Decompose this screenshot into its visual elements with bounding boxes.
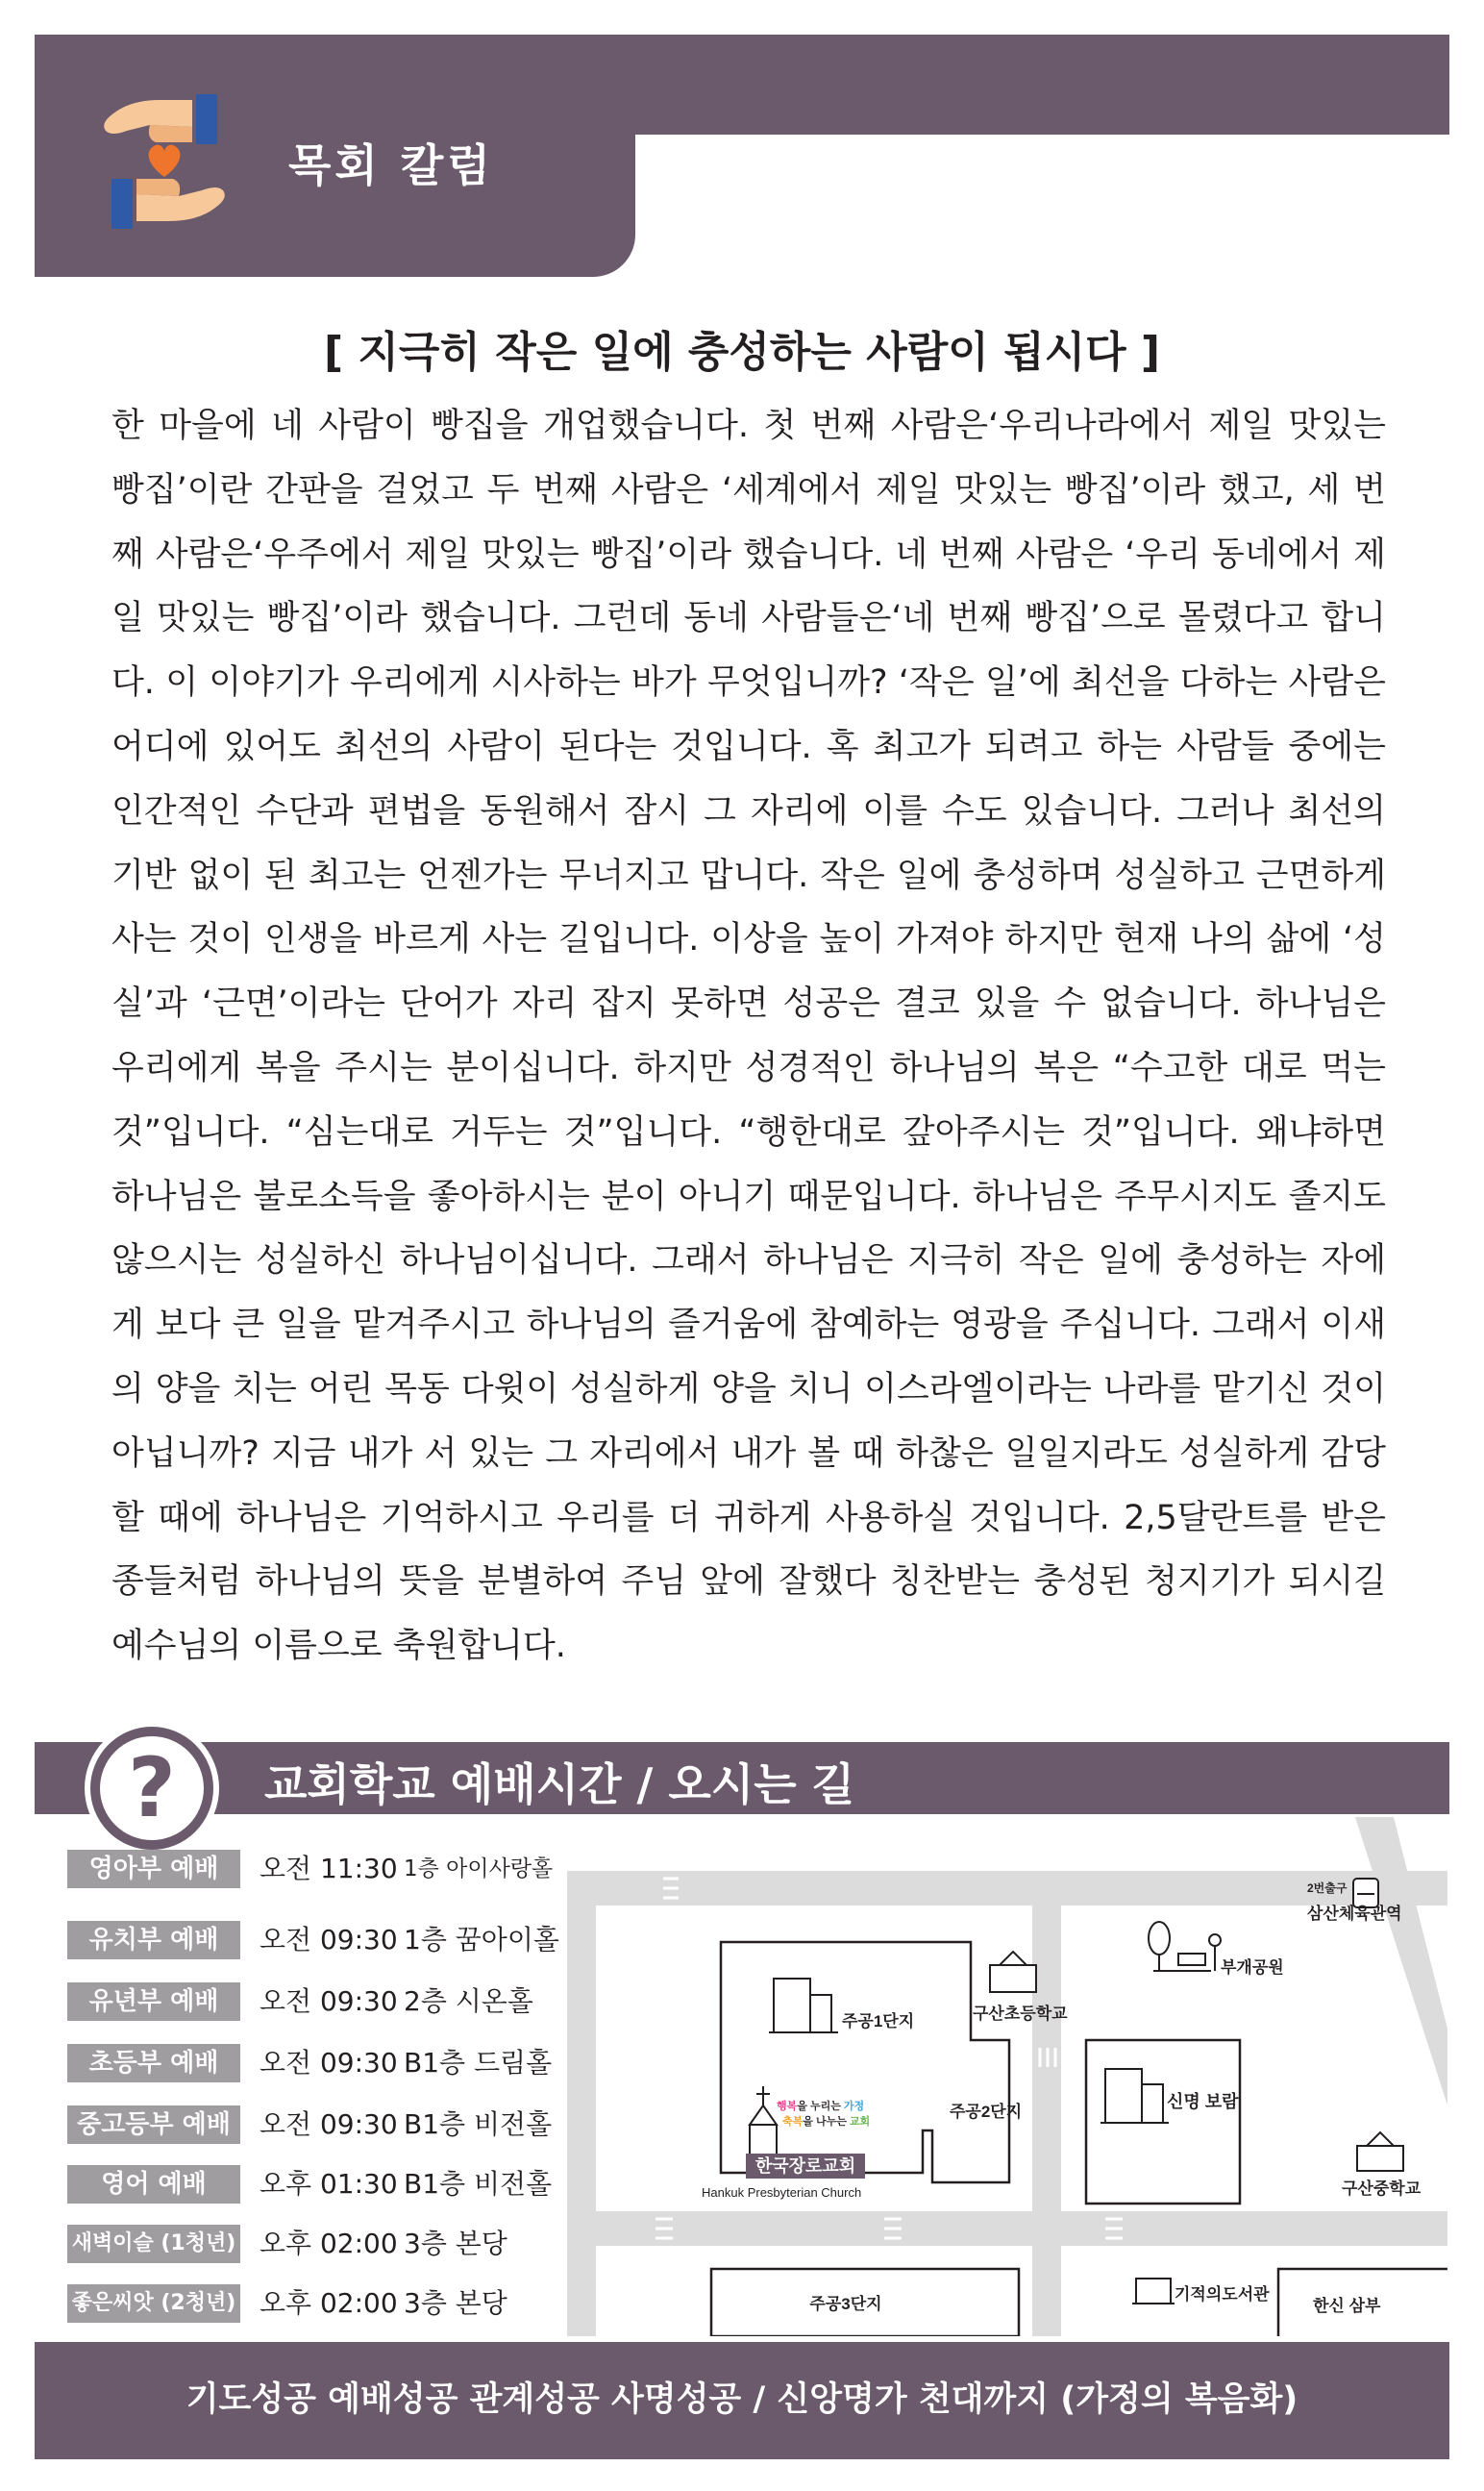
schedule-label: 영어 예배 bbox=[67, 2165, 240, 2204]
caring-hands-icon bbox=[92, 88, 236, 233]
library-building-icon bbox=[1132, 2279, 1175, 2304]
schedule-time: 오후 01:30 bbox=[260, 2168, 398, 2200]
question-icon bbox=[85, 1721, 219, 1856]
question-mark: ? bbox=[100, 1736, 204, 1840]
schedule-time: 오전 09:30 bbox=[260, 1985, 398, 2017]
label-school1: 구산초등학교 bbox=[973, 2005, 1068, 2023]
schedule-room: 3층 본당 bbox=[404, 2228, 507, 2259]
schedule-label: 초등부 예배 bbox=[67, 2044, 240, 2082]
label-apt2: 주공2단지 bbox=[950, 2103, 1023, 2121]
road-horizontal-bottom bbox=[567, 2211, 1447, 2246]
directions-map bbox=[567, 1817, 1447, 2336]
footer-slogan: 기도성공 예배성공 관계성공 사명성공 / 신앙명가 천대까지 (가정의 복음화) bbox=[186, 2380, 1298, 2419]
page-title: 목회 칼럼 bbox=[288, 139, 494, 191]
schedule-time: 오후 02:00 bbox=[260, 2228, 398, 2259]
schedule-room: B1층 비전홀 bbox=[404, 2108, 553, 2140]
label-park: 부개공원 bbox=[1221, 1958, 1284, 1977]
church-tagline: 행복을 누리는 가정 bbox=[777, 2101, 865, 2112]
schedule-room: B1층 드림홀 bbox=[404, 2047, 553, 2079]
schedule-label: 새벽이슬 (1청년) bbox=[67, 2225, 240, 2263]
schedule-label: 유년부 예배 bbox=[67, 1982, 240, 2021]
schedule-room: 1층 꿈아이홀 bbox=[404, 1924, 559, 1955]
label-apt3: 주공3단지 bbox=[809, 2295, 882, 2313]
schedule-room: 2층 시온홀 bbox=[404, 1985, 533, 2017]
label-library: 기적의도서관 bbox=[1175, 2285, 1270, 2304]
label-exit: 2번출구 bbox=[1307, 1881, 1348, 1895]
schedule-time: 오후 02:00 bbox=[260, 2287, 398, 2319]
column-body: 한 마을에 네 사람이 빵집을 개업했습니다. 첫 번째 사람은‘우리나라에서 제일 맛있는 빵집’이란 간판을 걸었고 두 번째 사람은 ‘세계에서 제일 맛있는 빵집’이라 했고, 세 번째 사람은‘우주에서 제일 맛있는 빵집’이라 했습니다. 네 번째 사람은 ‘우리 동네에서 제일 맛있는 빵집’이라 했습니다. 그런데 동네 사람들은‘네 번째 빵집’으로 몰렸다고 합니다. 이 이야기가 우리에게 시사하는 바가 무엇입니까? ‘작은 일’에 최선을 다하는 사람은 어디에 있어도 최선의 사람이 된다는 것입니다. 혹 최고가 되려고 하는 사람들 중에는 인간적인 수단과 편법을 동원해서 잠시 그 자리에 이를 수도 있습니다. 그러나 최선의 기반 없이 된 최고는 언젠가는 무너지고 맙니다. 작은 일에 충성하며 성실하고 근면하게 사는 것이 인생을 바르게 사는 길입니다. 이상을 높이 가져야 하지만 현재 나의 삶에 ‘성실’과 ‘근면’이라는 단어가 자리 잡지 못하면 성공은 결코 있을 수 없습니다. 하나님은 우리에게 복을 주시는 분이십니다. 하지만 성경적인 하나님의 복은 “수고한 대로 먹는 것”입니다. “심는대로 거두는 것”입니다. “행한대로 갚아주시는 것”입니다. 왜냐하면 하나님은 불로소득을 좋아하시는 분이 아니기 때문입니다. 하나님은 주무시지도 졸지도 않으시는 성실하신 하나님이십니다. 그래서 하나님은 지극히 작은 일에 충성하는 자에게 보다 큰 일을 맡겨주시고 하나님의 즐거움에 참예하는 영광을 주십니다. 그래서 이새의 양을 치는 어린 목동 다윗이 성실하게 양을 치니 이스라엘이라는 나라를 맡기신 것이 아닙니까? 지금 내가 서 있는 그 자리에서 내가 볼 때 하찮은 일일지라도 성실하게 감당할 때에 하나님은 기억하시고 우리를 더 귀하게 사용하실 것입니다. 2,5달란트를 받은 종들처럼 하나님의 뜻을 분별하여 주님 앞에 잘했다 칭찬받는 충성된 청지기가 되시길 예수님의 이름으로 축원합니다. bbox=[111, 407, 1386, 1666]
church-english-name: Hankuk Presbyterian Church bbox=[702, 2185, 862, 2200]
schedule-label: 유치부 예배 bbox=[67, 1921, 240, 1959]
label-sports: 삼산체육관역 bbox=[1307, 1905, 1402, 1923]
label-apt1: 주공1단지 bbox=[842, 2012, 915, 2030]
label-middle: 구산중학교 bbox=[1342, 2180, 1422, 2198]
schedule-room: B1층 비전홀 bbox=[404, 2168, 553, 2200]
schedule-label: 영아부 예배 bbox=[67, 1850, 240, 1888]
schedule-time: 오전 09:30 bbox=[260, 1924, 398, 1955]
schedule-room: 1층 아이사랑홀 bbox=[404, 1856, 554, 1881]
label-sinmyeong: 신명 보람 bbox=[1167, 2092, 1239, 2111]
schedule-label: 좋은씨앗 (2청년) bbox=[67, 2284, 240, 2323]
column-title: [ 지극히 작은 일에 충성하는 사람이 됩시다 ] bbox=[323, 328, 1160, 377]
road-vertical-mid bbox=[1032, 1871, 1061, 2336]
church-tagline-2: 축복을 나누는 교회 bbox=[782, 2116, 871, 2128]
road-vertical-left bbox=[567, 1871, 596, 2336]
schedule-time: 오전 11:30 bbox=[260, 1853, 398, 1884]
subway-icon bbox=[1353, 1879, 1378, 1907]
schedule-label: 중고등부 예배 bbox=[67, 2105, 240, 2144]
label-hanshin: 한신 삼부 bbox=[1313, 2297, 1381, 2315]
schedule-room: 3층 본당 bbox=[404, 2287, 507, 2319]
schedule-time: 오전 09:30 bbox=[260, 2108, 398, 2140]
schedule-time: 오전 09:30 bbox=[260, 2047, 398, 2079]
church-sign: 한국장로교회 bbox=[754, 2156, 856, 2176]
section-title: 교회학교 예배시간 / 오시는 길 bbox=[264, 1758, 855, 1810]
